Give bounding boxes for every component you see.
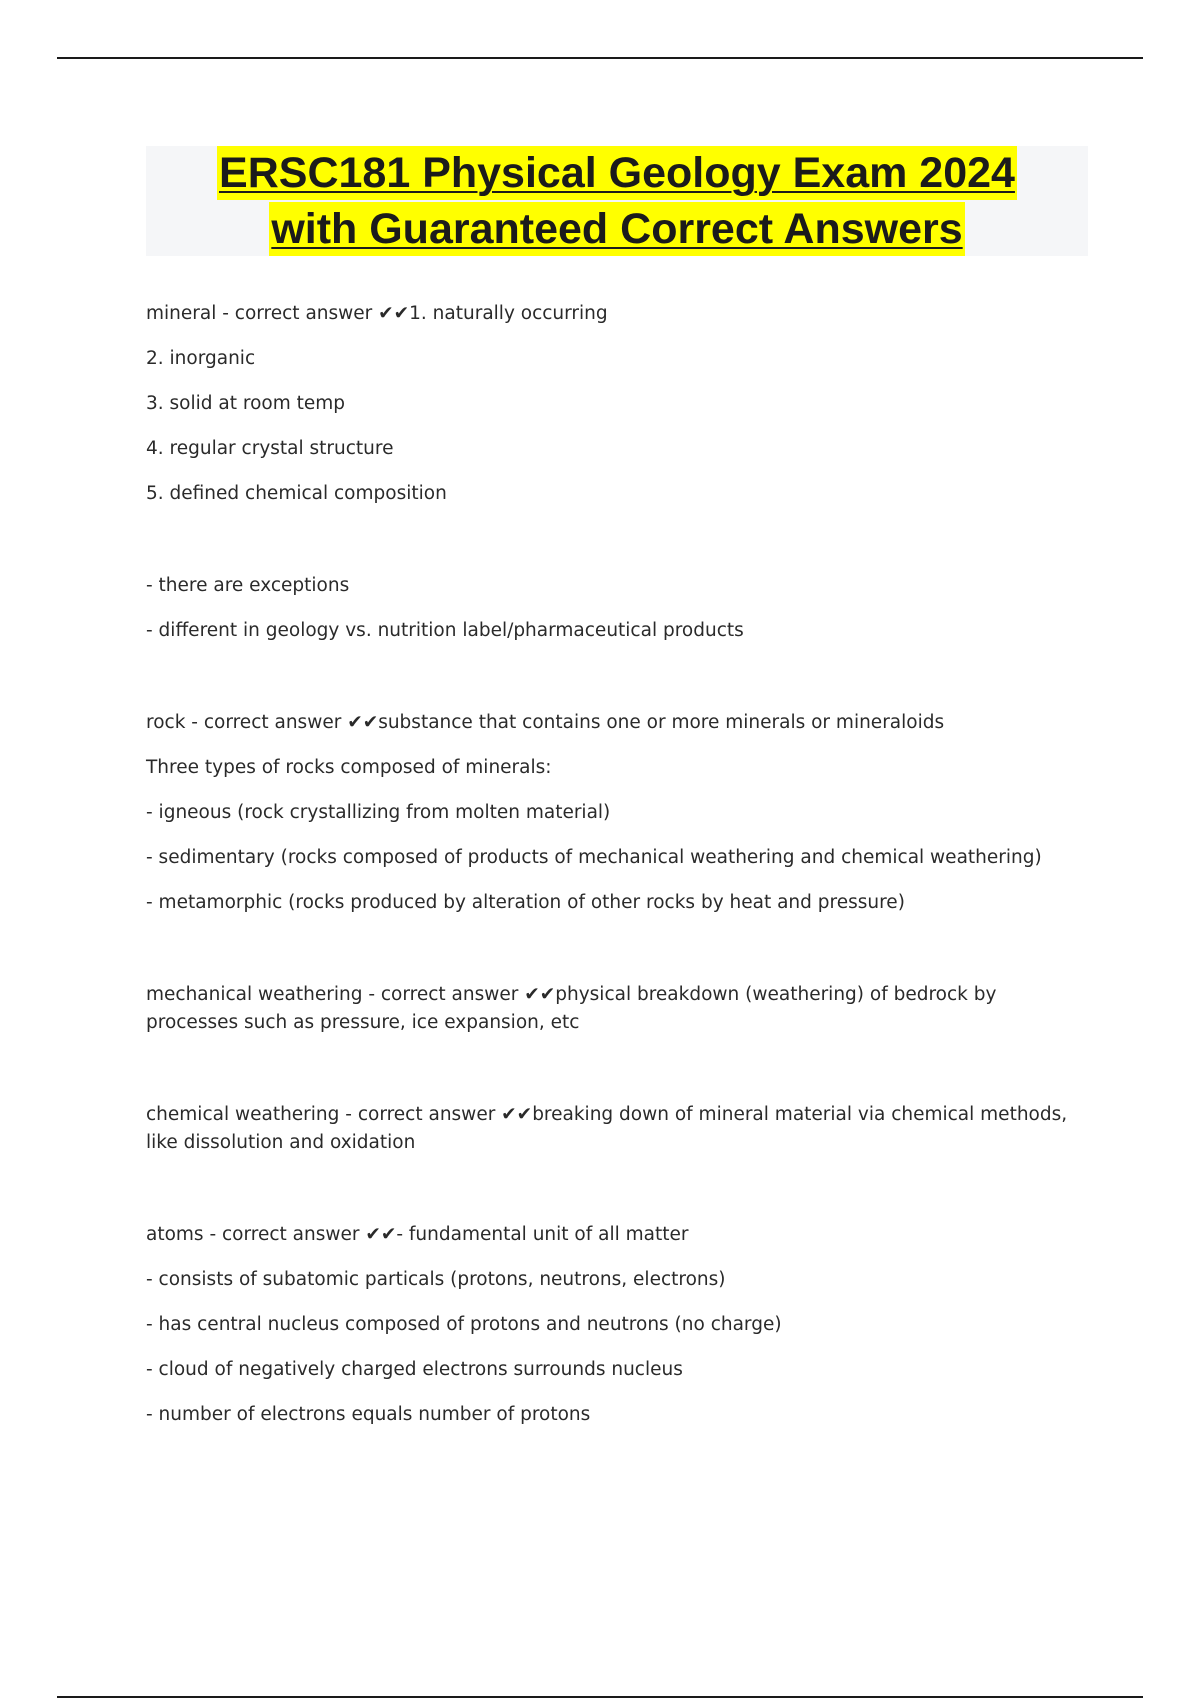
mineral-question: mineral - correct answer ✔✔1. naturally occurring [146, 303, 608, 324]
mineral-line: 5. defined chemical composition [146, 483, 447, 504]
bottom-rule [57, 1696, 1143, 1698]
mineral-line: 4. regular crystal structure [146, 438, 394, 459]
atoms-line: - cloud of negatively charged electrons surrounds nucleus [146, 1359, 683, 1380]
document-title-line-2: with Guaranteed Correct Answers [269, 202, 964, 256]
rock-question: rock - correct answer ✔✔substance that contains one or more minerals or mineraloids [146, 712, 945, 733]
chemical-weathering-entry: chemical weathering - correct answer ✔✔breaking down of mineral material via chemical methods, like dissolution and oxidation [146, 1104, 1068, 1153]
document-title-line-1: ERSC181 Physical Geology Exam 2024 [217, 146, 1017, 200]
flashcard-content [146, 300, 1086, 1446]
mineral-note: - there are exceptions [146, 575, 350, 596]
title-block [146, 146, 1088, 256]
mechanical-weathering-entry: mechanical weathering - correct answer ✔✔physical breakdown (weathering) of bedrock by processes such as pressure, ice expansion, etc [146, 984, 997, 1033]
mineral-line: 2. inorganic [146, 348, 256, 369]
rock-line: - igneous (rock crystallizing from molten material) [146, 802, 611, 823]
atoms-line: - has central nucleus composed of protons and neutrons (no charge) [146, 1314, 782, 1335]
atoms-line: - number of electrons equals number of protons [146, 1404, 591, 1425]
rock-line: - metamorphic (rocks produced by alteration of other rocks by heat and pressure) [146, 892, 905, 913]
mineral-note: - different in geology vs. nutrition label/pharmaceutical products [146, 620, 744, 641]
atoms-line: - consists of subatomic particals (protons, neutrons, electrons) [146, 1269, 726, 1290]
top-rule [57, 57, 1143, 59]
rock-line: Three types of rocks composed of minerals: [146, 757, 552, 778]
mineral-line: 3. solid at room temp [146, 393, 346, 414]
atoms-question: atoms - correct answer ✔✔- fundamental unit of all matter [146, 1224, 689, 1245]
rock-line: - sedimentary (rocks composed of products of mechanical weathering and chemical weathering) [146, 847, 1042, 868]
